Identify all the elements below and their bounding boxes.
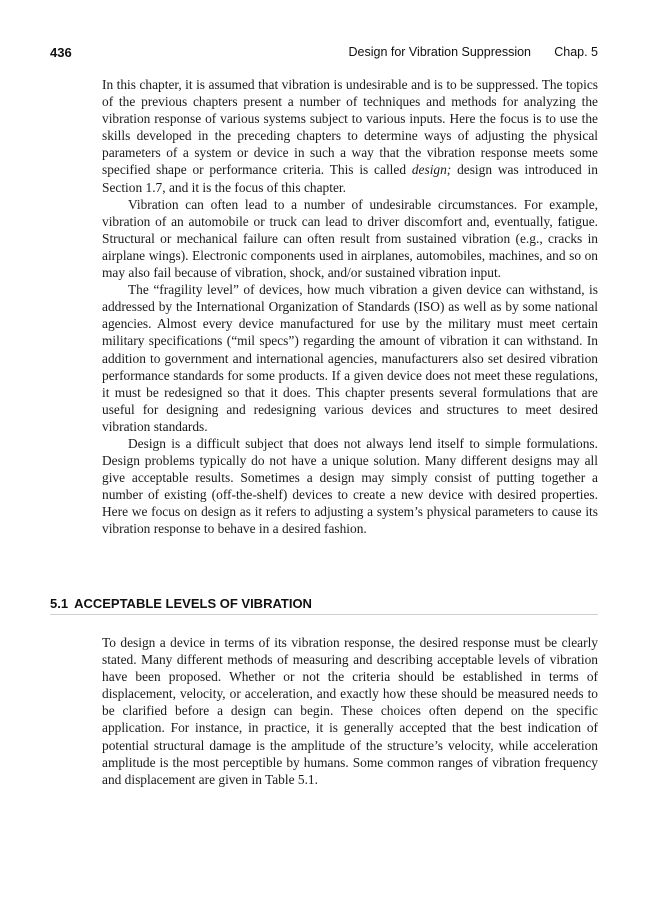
intro-p1-text: In this chapter, it is assumed that vibration is undesirable and is to be suppressed. The topics of the previous chapters present a number of techniques and methods for analyzing the vibration response of various systems subject to various inputs. Here the focus is to use the skills developed in the preceding chapters to determine ways of adjusting the physical parameters of a system or device in such a way that the vibration response meets some specified shape or performance criteria. This is called (102, 77, 598, 178)
intro-paragraph-2: Vibration can often lead to a number of undesirable circumstances. For example, vibration of an automobile or truck can lead to driver discomfort and, eventually, fatigue. Structural or mechanical failure can often result from sustained vibration (e.g., cracks in airplane wings). Electronic components used in airplanes, automobiles, machines, and so on may also fail because of vibration, shock, and/or sustained vibration input. (102, 196, 598, 281)
design-term: design; (411, 162, 452, 178)
page-number: 436 (50, 45, 72, 60)
running-head (50, 45, 598, 65)
intro-p1-tail: design was introduced in Section 1.7, and it is the focus of this chapter. (102, 162, 598, 195)
book-title: Design for Vibration Suppression (348, 45, 531, 59)
section-heading (50, 596, 598, 615)
section-body (102, 634, 598, 788)
intro-paragraph-1 (102, 76, 598, 196)
section-title: ACCEPTABLE LEVELS OF VIBRATION (74, 596, 312, 611)
section-paragraph-1: To design a device in terms of its vibration response, the desired response must be clearly stated. Many different methods of measuring and describing acceptable levels of vibration have been proposed. Whether or not the criteria should be established in terms of displacement, velocity, or acceleration, and exactly how these should be measured needs to be clarified before a design can begin. These choices often depend on the specific application. For instance, in practice, it is generally accepted that the best indication of potential structural damage is the amplitude of the structure’s velocity, while acceleration amplitude is the most perceptible by humans. Some common ranges of vibration frequency and displacement are given in Table 5.1. (102, 635, 598, 787)
chapter-label: Chap. 5 (554, 45, 598, 59)
section-number: 5.1 (50, 596, 69, 611)
chapter-intro (102, 76, 598, 538)
intro-paragraph-3: The “fragility level” of devices, how much vibration a given device can withstand, is addressed by the International Organization of Standards (ISO) as well as by some national agencies. Almost every device manufactured for use by the military must meet certain military specifications (“mil specs”) regarding the amount of vibration it can withstand. In addition to government and international agencies, manufacturers also set desired vibration performance standards for some products. If a given device does not meet these regulations, it must be redesigned so that it does. This chapter presents several formulations that are useful for designing and redesigning various devices and structures to meet desired vibration standards. (102, 282, 598, 434)
intro-paragraph-4: Design is a difficult subject that does not always lend itself to simple formulations. Design problems typically do not have a unique solution. Many different designs may all give acceptable results. Sometimes a design may simply consist of putting together a number of existing (off-the-shelf) devices to create a new device with desired properties. Here we focus on design as it refers to adjusting a system’s physical parameters to cause its vibration response to behave in a desired fashion. (102, 435, 598, 537)
